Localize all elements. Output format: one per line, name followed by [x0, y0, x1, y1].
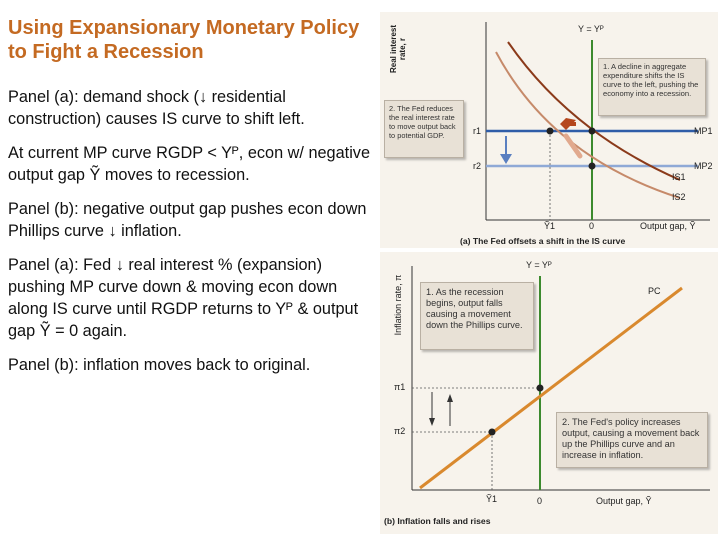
r2-label: r2	[473, 161, 482, 171]
panel-a-callout-fed-reduces-rate: 2. The Fed reduces the real interest rate to move output back to potential GDP.	[384, 100, 464, 158]
is1-label: IS1	[672, 172, 686, 182]
pi2-label: π2	[394, 426, 406, 436]
bullet-item: Panel (b): inflation moves back to original.	[8, 356, 311, 374]
pi1-label: π1	[394, 382, 406, 392]
equilibrium-point-start	[589, 128, 596, 135]
panel-b-potential-label: Y = Yᴾ	[526, 260, 552, 270]
mp1-label: MP1	[694, 126, 713, 136]
is2-label: IS2	[672, 192, 686, 202]
mp-shift-arrow-icon	[500, 154, 512, 164]
panel-a-caption: (a) The Fed offsets a shift in the IS curve	[460, 236, 626, 246]
panel-b-callout-fed-policy: 2. The Fed's policy increases output, causing a movement back up the Phillips curve and an increase in inflation.	[556, 412, 708, 468]
panel-a-potential-label: Y = Yᴾ	[578, 24, 604, 34]
pc-label: PC	[648, 286, 661, 296]
zero-tick-label: 0	[589, 221, 595, 231]
panel-b-y-axis-label: Inflation rate, π	[393, 274, 403, 336]
zero-tick-label-b: 0	[537, 496, 543, 506]
pc-point-recession	[489, 429, 496, 436]
equilibrium-point-restored	[589, 163, 596, 170]
inflation-fall-arrow-icon	[429, 418, 435, 426]
panel-b-x-axis-label: Output gap, Ỹ	[596, 496, 652, 506]
panel-b-callout-recession: 1. As the recession begins, output falls causing a movement down the Phillips curve.	[420, 282, 534, 350]
r1-label: r1	[473, 126, 482, 136]
bullet-list	[8, 86, 370, 388]
pc-point-start	[537, 385, 544, 392]
panel-a-is-mp-diagram	[380, 12, 718, 248]
panel-a-y-axis-label: Real interest rate, r	[389, 24, 407, 74]
mp2-label: MP2	[694, 161, 713, 171]
panel-a-callout-is-shift: 1. A decline in aggregate expenditure shifts the IS curve to the left, pushing the economy into a recession.	[598, 58, 706, 116]
equilibrium-point-recession	[547, 128, 554, 135]
panel-b-phillips-curve-diagram	[380, 252, 718, 534]
y1-tick-label: Ỹ1	[544, 221, 556, 231]
bullet-item: Panel (b): negative output gap pushes econ down Phillips curve ↓ inflation.	[8, 200, 367, 240]
y1-tick-label-b: Ỹ1	[486, 494, 498, 504]
slide-title: Using Expansionary Monetary Policy to Fight a Recession	[8, 17, 360, 63]
bullet-item: At current MP curve RGDP < Yᴾ, econ w/ negative output gap Ỹ moves to recession.	[8, 144, 371, 184]
panel-a-x-axis-label: Output gap, Ỹ	[640, 221, 696, 231]
bullet-item: Panel (a): Fed ↓ real interest % (expansion) pushing MP curve down & moving econ down along IS curve until RGDP returns to Yᴾ & output gap Ỹ = 0 again.	[8, 256, 359, 340]
bullet-item: Panel (a): demand shock (↓ residential construction) causes IS curve to shift left.	[8, 88, 305, 128]
panel-b-caption: (b) Inflation falls and rises	[384, 516, 491, 526]
inflation-rise-arrow-icon	[447, 394, 453, 402]
